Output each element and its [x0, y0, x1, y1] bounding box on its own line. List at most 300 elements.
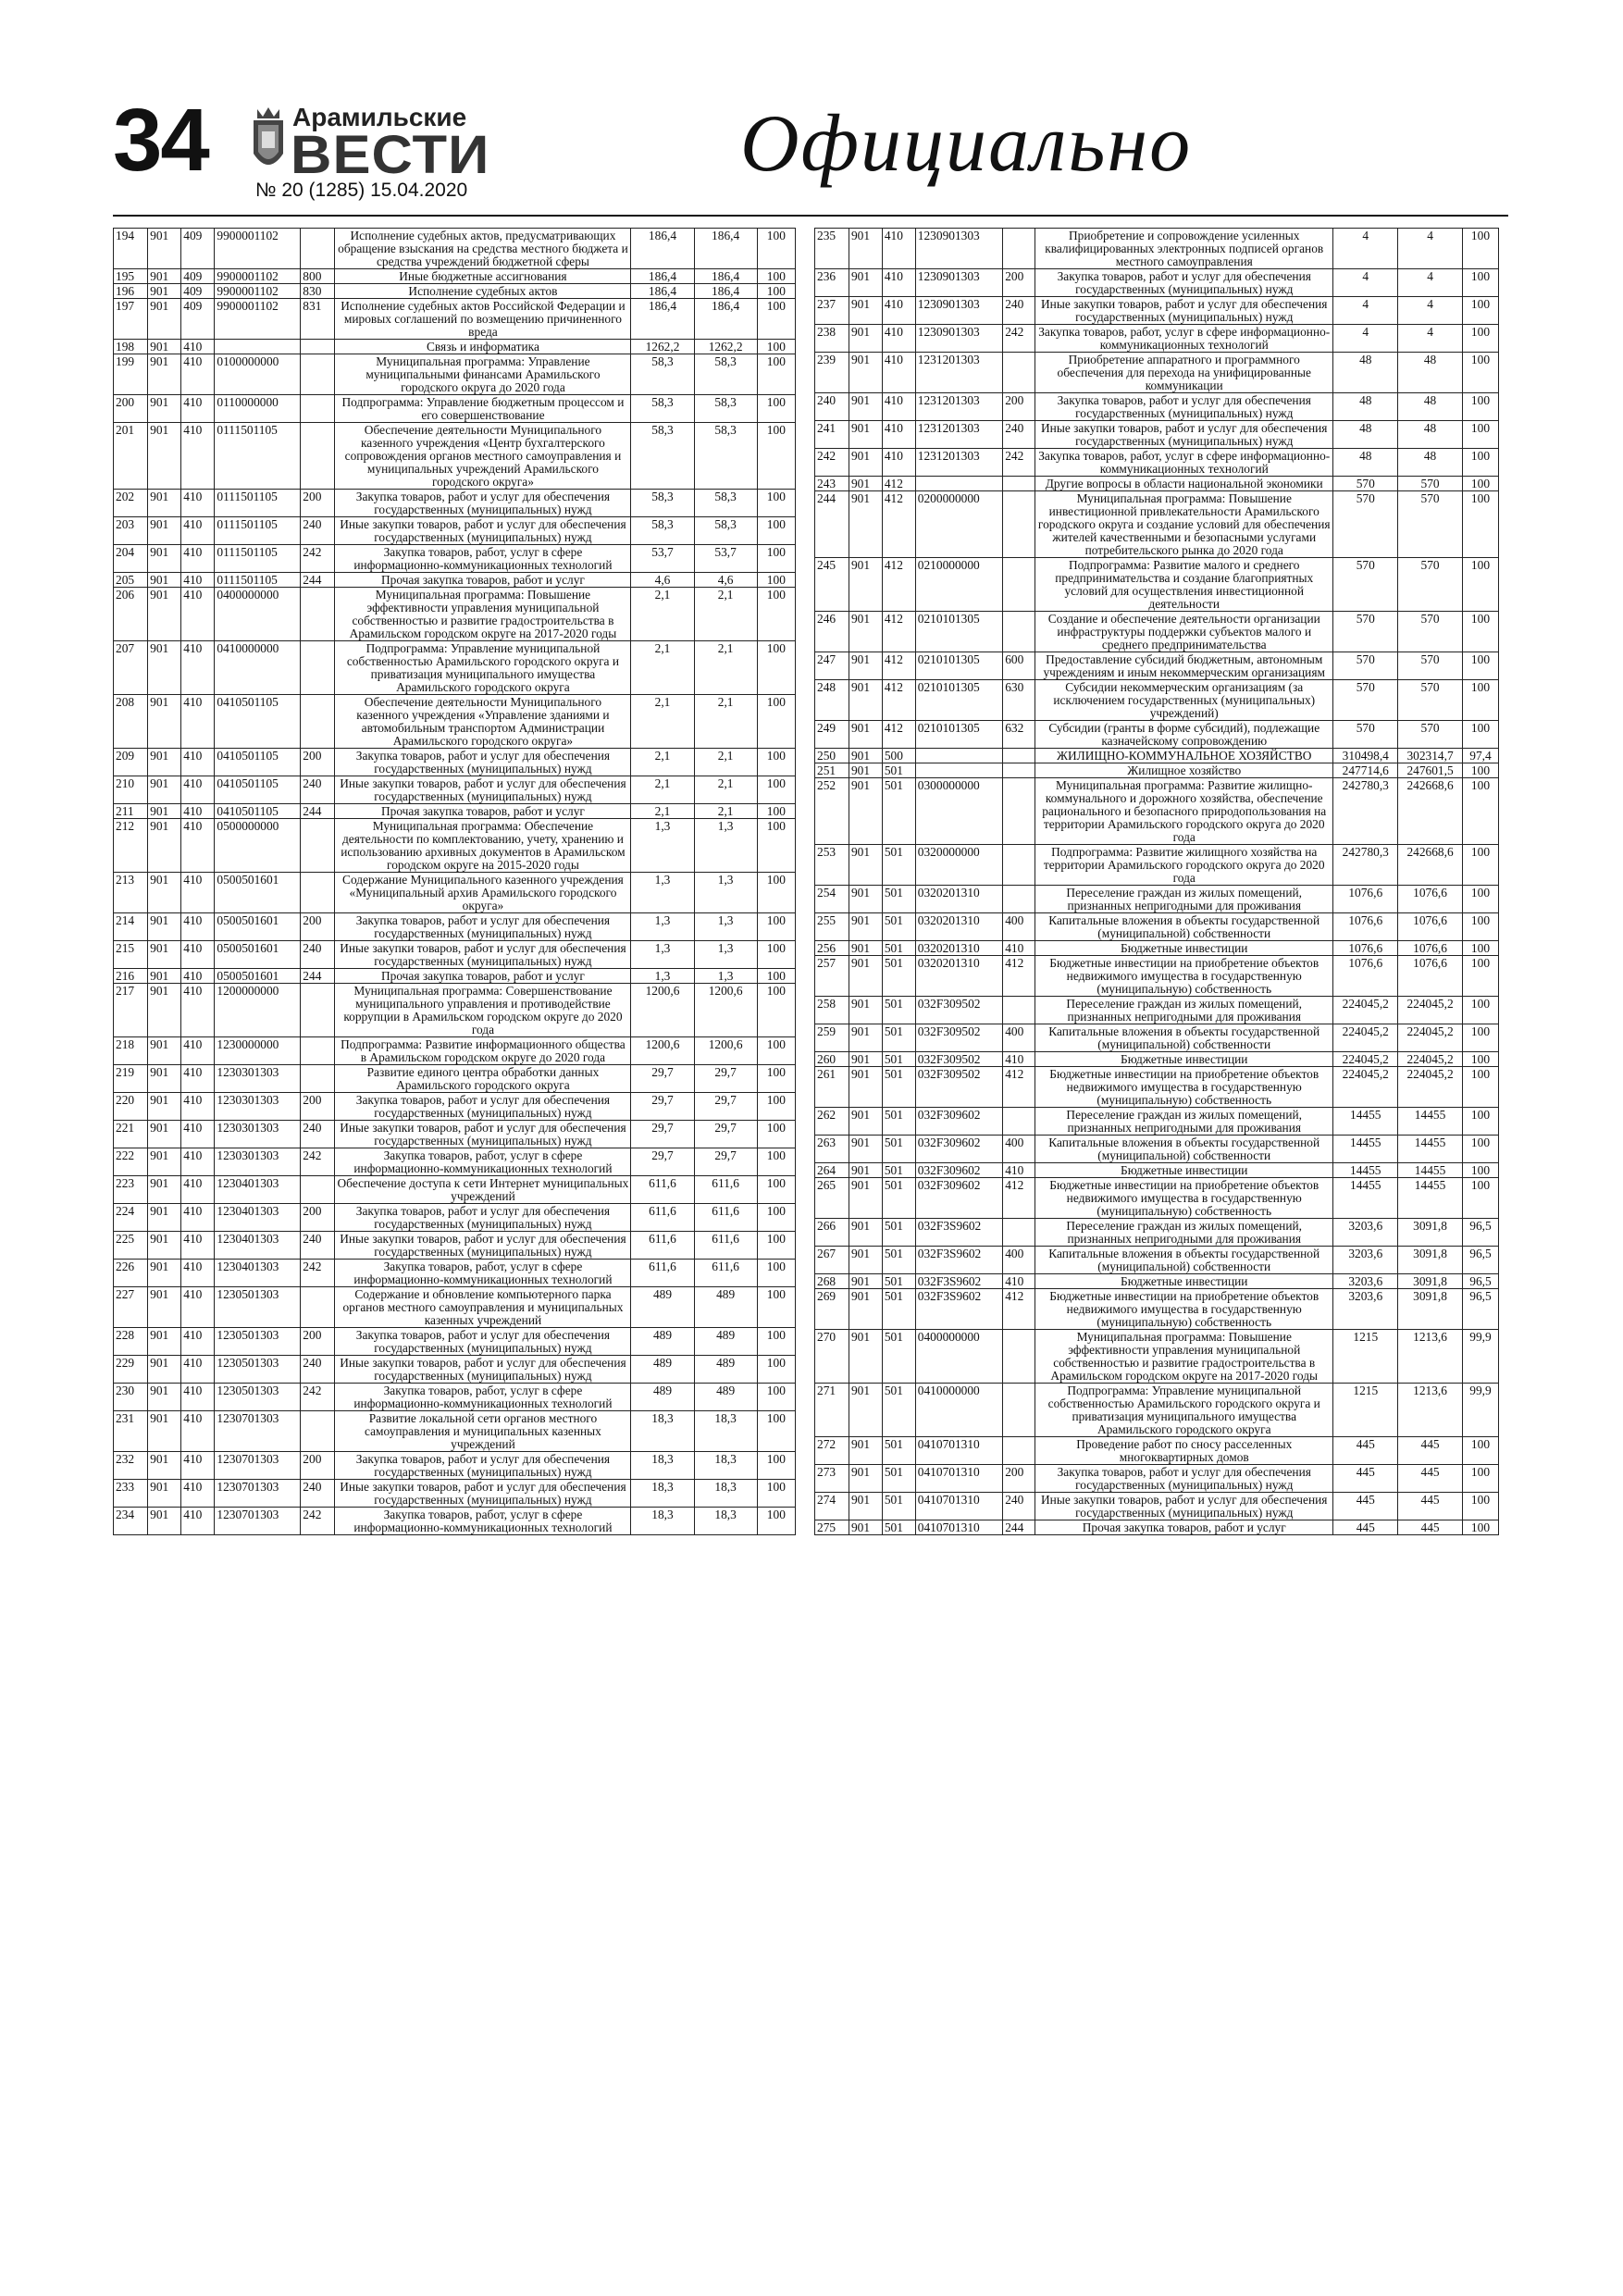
executed-amount: 247601,5	[1398, 763, 1463, 778]
planned-amount: 58,3	[631, 423, 694, 490]
row-number: 218	[114, 1037, 148, 1065]
ministry-code: 901	[849, 1520, 882, 1535]
section-code: 412	[882, 721, 915, 749]
expense-description: Закупка товаров, работ и услуг для обеспечения государственных (муниципальных) нужд	[335, 1328, 631, 1356]
section-code: 410	[181, 1356, 215, 1384]
expense-description: Переселение граждан из жилых помещений, признанных непригодными для проживания	[1035, 886, 1333, 913]
target-article-code	[215, 340, 301, 354]
expense-description: Прочая закупка товаров, работ и услуг	[335, 804, 631, 819]
target-article-code: 1230301303	[215, 1148, 301, 1176]
ministry-code: 901	[849, 269, 882, 297]
budget-table-right	[814, 228, 1499, 1535]
planned-amount: 58,3	[631, 517, 694, 545]
target-article-code	[915, 763, 1002, 778]
table-row	[815, 393, 1499, 421]
expense-description: Предоставление субсидий бюджетным, автономным учреждениям и иным некоммерческим организациям	[1035, 652, 1333, 680]
execution-percent: 100	[757, 1287, 795, 1328]
expense-description: Подпрограмма: Управление муниципальной собственностью Арамильского городского округа и приватизация муниципального имущества Арамильского городского округа	[335, 641, 631, 695]
section-code: 410	[181, 1260, 215, 1287]
ministry-code: 901	[148, 340, 181, 354]
ministry-code: 901	[148, 284, 181, 299]
table-row	[114, 1411, 796, 1452]
execution-percent: 100	[757, 1508, 795, 1535]
ministry-code: 901	[148, 1480, 181, 1508]
table-row	[815, 477, 1499, 491]
target-article-code: 1230701303	[215, 1452, 301, 1480]
execution-percent: 99,9	[1462, 1384, 1498, 1437]
expense-type-code: 242	[1003, 449, 1035, 477]
ministry-code: 901	[849, 421, 882, 449]
executed-amount: 18,3	[694, 1508, 757, 1535]
expense-description: Иные закупки товаров, работ и услуг для обеспечения государственных (муниципальных) нужд	[1035, 297, 1333, 325]
section-code: 410	[181, 941, 215, 969]
expense-description: Капитальные вложения в объекты государственной (муниципальной) собственности	[1035, 1247, 1333, 1274]
expense-type-code	[301, 695, 335, 749]
execution-percent: 100	[1462, 269, 1498, 297]
ministry-code: 901	[148, 490, 181, 517]
row-number: 229	[114, 1356, 148, 1384]
execution-percent: 100	[757, 1328, 795, 1356]
table-row	[114, 1232, 796, 1260]
header-divider	[113, 215, 1508, 217]
row-number: 207	[114, 641, 148, 695]
planned-amount: 3203,6	[1333, 1247, 1398, 1274]
target-article-code: 0111501105	[215, 573, 301, 588]
section-code: 501	[882, 763, 915, 778]
expense-type-code: 240	[1003, 1493, 1035, 1520]
target-article-code: 0210101305	[915, 721, 1002, 749]
planned-amount: 4	[1333, 229, 1398, 269]
execution-percent: 100	[757, 1037, 795, 1065]
planned-amount: 48	[1333, 421, 1398, 449]
executed-amount: 570	[1398, 558, 1463, 612]
expense-type-code: 412	[1003, 956, 1035, 997]
executed-amount: 186,4	[694, 284, 757, 299]
row-number: 233	[114, 1480, 148, 1508]
row-number: 275	[815, 1520, 849, 1535]
row-number: 247	[815, 652, 849, 680]
logo-subtitle: Арамильские	[292, 103, 467, 131]
execution-percent: 100	[1462, 886, 1498, 913]
execution-percent: 100	[757, 545, 795, 573]
table-row	[114, 1204, 796, 1232]
table-row	[815, 845, 1499, 886]
target-article-code: 0500501601	[215, 969, 301, 984]
planned-amount: 1,3	[631, 913, 694, 941]
expense-description: Закупка товаров, работ и услуг для обеспечения государственных (муниципальных) нужд	[1035, 1465, 1333, 1493]
execution-percent: 100	[757, 913, 795, 941]
table-row	[114, 269, 796, 284]
executed-amount: 611,6	[694, 1204, 757, 1232]
executed-amount: 18,3	[694, 1452, 757, 1480]
row-number: 217	[114, 984, 148, 1037]
expense-type-code: 242	[301, 545, 335, 573]
section-code: 410	[181, 804, 215, 819]
row-number: 257	[815, 956, 849, 997]
row-number: 206	[114, 588, 148, 641]
expense-description: Подпрограмма: Развитие малого и среднего предпринимательства и создание благоприятных условий для осуществления инвестиционной деятельности	[1035, 558, 1333, 612]
execution-percent: 100	[757, 340, 795, 354]
executed-amount: 1,3	[694, 819, 757, 873]
target-article-code: 032F309602	[915, 1178, 1002, 1219]
expense-description: Переселение граждан из жилых помещений, признанных непригодными для проживания	[1035, 1108, 1333, 1136]
section-code: 410	[181, 573, 215, 588]
planned-amount: 1,3	[631, 873, 694, 913]
execution-percent: 100	[1462, 449, 1498, 477]
ministry-code: 901	[148, 1328, 181, 1356]
expense-type-code: 630	[1003, 680, 1035, 721]
target-article-code: 0410501105	[215, 776, 301, 804]
ministry-code: 901	[849, 229, 882, 269]
expense-type-code: 242	[301, 1148, 335, 1176]
ministry-code: 901	[148, 354, 181, 395]
section-code: 410	[181, 1287, 215, 1328]
executed-amount: 29,7	[694, 1121, 757, 1148]
section-code: 410	[181, 395, 215, 423]
table-row	[114, 749, 796, 776]
section-code: 501	[882, 1330, 915, 1384]
expense-type-code: 200	[1003, 1465, 1035, 1493]
row-number: 202	[114, 490, 148, 517]
section-code: 501	[882, 1136, 915, 1163]
row-number: 213	[114, 873, 148, 913]
executed-amount: 186,4	[694, 229, 757, 269]
expense-type-code	[301, 1411, 335, 1452]
planned-amount: 570	[1333, 680, 1398, 721]
planned-amount: 29,7	[631, 1065, 694, 1093]
planned-amount: 1,3	[631, 969, 694, 984]
executed-amount: 611,6	[694, 1260, 757, 1287]
execution-percent: 100	[757, 695, 795, 749]
row-number: 194	[114, 229, 148, 269]
ministry-code: 901	[148, 1065, 181, 1093]
section-code: 410	[181, 695, 215, 749]
planned-amount: 2,1	[631, 749, 694, 776]
section-code: 410	[882, 353, 915, 393]
target-article-code: 0111501105	[215, 517, 301, 545]
expense-description: Обеспечение деятельности Муниципального казенного учреждения «Центр бухгалтерского сопровождения органов местного самоуправления и муниципальных учреждений Арамильского городского округа»	[335, 423, 631, 490]
target-article-code: 1230000000	[215, 1037, 301, 1065]
ministry-code: 901	[849, 1493, 882, 1520]
ministry-code: 901	[148, 913, 181, 941]
target-article-code: 0500501601	[215, 873, 301, 913]
executed-amount: 1076,6	[1398, 913, 1463, 941]
execution-percent: 100	[1462, 913, 1498, 941]
expense-description: Прочая закупка товаров, работ и услуг	[335, 573, 631, 588]
expense-description: Бюджетные инвестиции	[1035, 941, 1333, 956]
expense-type-code: 240	[1003, 297, 1035, 325]
expense-description: Бюджетные инвестиции на приобретение объектов недвижимого имущества в государственную (муниципальную) собственность	[1035, 956, 1333, 997]
executed-amount: 186,4	[694, 299, 757, 340]
executed-amount: 4	[1398, 297, 1463, 325]
row-number: 205	[114, 573, 148, 588]
planned-amount: 58,3	[631, 395, 694, 423]
ministry-code: 901	[849, 886, 882, 913]
table-row	[815, 1136, 1499, 1163]
expense-description: Иные бюджетные ассигнования	[335, 269, 631, 284]
target-article-code: 0210101305	[915, 680, 1002, 721]
execution-percent: 100	[1462, 721, 1498, 749]
executed-amount: 445	[1398, 1493, 1463, 1520]
ministry-code: 901	[148, 423, 181, 490]
row-number: 244	[815, 491, 849, 558]
expense-type-code	[301, 641, 335, 695]
execution-percent: 100	[1462, 477, 1498, 491]
executed-amount: 14455	[1398, 1108, 1463, 1136]
section-code: 501	[882, 886, 915, 913]
target-article-code: 9900001102	[215, 299, 301, 340]
ministry-code: 901	[148, 1232, 181, 1260]
row-number: 242	[815, 449, 849, 477]
table-row	[815, 886, 1499, 913]
expense-type-code	[1003, 845, 1035, 886]
expense-type-code: 244	[1003, 1520, 1035, 1535]
ministry-code: 901	[849, 1437, 882, 1465]
planned-amount: 18,3	[631, 1508, 694, 1535]
table-row	[815, 652, 1499, 680]
expense-type-code	[301, 423, 335, 490]
ministry-code: 901	[849, 1465, 882, 1493]
execution-percent: 100	[1462, 778, 1498, 845]
table-row	[815, 491, 1499, 558]
target-article-code: 1230701303	[215, 1480, 301, 1508]
ministry-code: 901	[849, 763, 882, 778]
target-article-code: 032F3S9602	[915, 1289, 1002, 1330]
expense-description: Подпрограмма: Управление муниципальной собственностью Арамильского городского округа и приватизация муниципального имущества Арамильского городского округа	[1035, 1384, 1333, 1437]
logo-title: ВЕСТИ	[291, 125, 490, 185]
expense-description: Закупка товаров, работ, услуг в сфере информационно-коммуникационных технологий	[335, 545, 631, 573]
ministry-code: 901	[849, 680, 882, 721]
ministry-code: 901	[148, 1452, 181, 1480]
executed-amount: 58,3	[694, 490, 757, 517]
planned-amount: 1076,6	[1333, 913, 1398, 941]
row-number: 248	[815, 680, 849, 721]
right-column	[814, 228, 1499, 1535]
execution-percent: 100	[1462, 997, 1498, 1024]
executed-amount: 1213,6	[1398, 1384, 1463, 1437]
execution-percent: 100	[757, 819, 795, 873]
target-article-code: 1230401303	[215, 1232, 301, 1260]
executed-amount: 1,3	[694, 969, 757, 984]
row-number: 255	[815, 913, 849, 941]
ministry-code: 901	[849, 353, 882, 393]
executed-amount: 2,1	[694, 695, 757, 749]
expense-type-code: 200	[301, 749, 335, 776]
target-article-code: 0320201310	[915, 956, 1002, 997]
expense-type-code: 240	[301, 941, 335, 969]
row-number: 269	[815, 1289, 849, 1330]
executed-amount: 2,1	[694, 804, 757, 819]
coat-of-arms-icon	[250, 104, 287, 178]
expense-type-code: 240	[1003, 421, 1035, 449]
ministry-code: 901	[849, 956, 882, 997]
execution-percent: 100	[757, 517, 795, 545]
table-row	[114, 1480, 796, 1508]
section-code: 501	[882, 1289, 915, 1330]
section-code: 409	[181, 299, 215, 340]
section-code: 412	[882, 491, 915, 558]
ministry-code: 901	[849, 393, 882, 421]
section-code: 410	[882, 421, 915, 449]
row-number: 197	[114, 299, 148, 340]
section-code: 410	[181, 1065, 215, 1093]
planned-amount: 18,3	[631, 1452, 694, 1480]
planned-amount: 29,7	[631, 1093, 694, 1121]
execution-percent: 100	[757, 1176, 795, 1204]
target-article-code: 0500501601	[215, 941, 301, 969]
row-number: 196	[114, 284, 148, 299]
row-number: 228	[114, 1328, 148, 1356]
planned-amount: 242780,3	[1333, 845, 1398, 886]
ministry-code: 901	[148, 873, 181, 913]
target-article-code: 1231201303	[915, 393, 1002, 421]
expense-type-code: 200	[301, 1204, 335, 1232]
planned-amount: 18,3	[631, 1480, 694, 1508]
row-number: 263	[815, 1136, 849, 1163]
execution-percent: 100	[757, 1204, 795, 1232]
expense-type-code	[1003, 886, 1035, 913]
execution-percent: 100	[1462, 1465, 1498, 1493]
expense-description: Иные закупки товаров, работ и услуг для обеспечения государственных (муниципальных) нужд	[335, 517, 631, 545]
expense-description: Жилищное хозяйство	[1035, 763, 1333, 778]
ministry-code: 901	[849, 1219, 882, 1247]
table-row	[815, 1437, 1499, 1465]
row-number: 219	[114, 1065, 148, 1093]
executed-amount: 1,3	[694, 873, 757, 913]
ministry-code: 901	[849, 558, 882, 612]
target-article-code: 0410501105	[215, 804, 301, 819]
expense-type-code: 200	[1003, 393, 1035, 421]
table-row	[114, 1093, 796, 1121]
table-row	[114, 913, 796, 941]
table-row	[114, 545, 796, 573]
section-code: 410	[181, 354, 215, 395]
expense-description: Иные закупки товаров, работ и услуг для обеспечения государственных (муниципальных) нужд	[335, 1480, 631, 1508]
section-code: 501	[882, 1178, 915, 1219]
table-row	[114, 490, 796, 517]
execution-percent: 100	[757, 395, 795, 423]
page-number: 34	[113, 91, 208, 190]
row-number: 224	[114, 1204, 148, 1232]
table-row	[114, 776, 796, 804]
expense-type-code	[301, 984, 335, 1037]
executed-amount: 18,3	[694, 1411, 757, 1452]
row-number: 274	[815, 1493, 849, 1520]
execution-percent: 100	[757, 1480, 795, 1508]
ministry-code: 901	[849, 1384, 882, 1437]
table-row	[114, 423, 796, 490]
ministry-code: 901	[849, 941, 882, 956]
ministry-code: 901	[148, 1287, 181, 1328]
ministry-code: 901	[148, 984, 181, 1037]
executed-amount: 53,7	[694, 545, 757, 573]
expense-description: Прочая закупка товаров, работ и услуг	[1035, 1520, 1333, 1535]
planned-amount: 489	[631, 1356, 694, 1384]
target-article-code: 1230401303	[215, 1204, 301, 1232]
execution-percent: 100	[757, 641, 795, 695]
section-code: 501	[882, 1163, 915, 1178]
ministry-code: 901	[849, 913, 882, 941]
ministry-code: 901	[148, 573, 181, 588]
executed-amount: 489	[694, 1384, 757, 1411]
target-article-code: 1230901303	[915, 325, 1002, 353]
executed-amount: 445	[1398, 1520, 1463, 1535]
row-number: 264	[815, 1163, 849, 1178]
expense-type-code: 410	[1003, 1052, 1035, 1067]
ministry-code: 901	[148, 1121, 181, 1148]
section-code: 501	[882, 1067, 915, 1108]
expense-description: Субсидии некоммерческим организациям (за исключением государственных (муниципальных) учреждений)	[1035, 680, 1333, 721]
planned-amount: 445	[1333, 1465, 1398, 1493]
execution-percent: 100	[1462, 612, 1498, 652]
target-article-code: 0500501601	[215, 913, 301, 941]
section-code: 410	[181, 873, 215, 913]
section-code: 409	[181, 284, 215, 299]
executed-amount: 48	[1398, 353, 1463, 393]
planned-amount: 1076,6	[1333, 941, 1398, 956]
expense-description: Капитальные вложения в объекты государственной (муниципальной) собственности	[1035, 913, 1333, 941]
section-code: 410	[181, 1232, 215, 1260]
target-article-code: 0111501105	[215, 490, 301, 517]
ministry-code: 901	[849, 491, 882, 558]
ministry-code: 901	[148, 269, 181, 284]
table-row	[114, 695, 796, 749]
table-row	[114, 641, 796, 695]
table-row	[815, 612, 1499, 652]
expense-description: Капитальные вложения в объекты государственной (муниципальной) собственности	[1035, 1024, 1333, 1052]
ministry-code: 901	[849, 778, 882, 845]
expense-type-code	[1003, 749, 1035, 763]
expense-type-code: 800	[301, 269, 335, 284]
ministry-code: 901	[148, 395, 181, 423]
expense-description: Исполнение судебных актов Российской Федерации и мировых соглашений по возмещению причиненного вреда	[335, 299, 631, 340]
section-code: 410	[181, 776, 215, 804]
expense-description: Исполнение судебных актов, предусматривающих обращение взыскания на средства местного бюджета и средства учреждений бюджетной сферы	[335, 229, 631, 269]
expense-type-code: 400	[1003, 1136, 1035, 1163]
expense-type-code: 412	[1003, 1289, 1035, 1330]
expense-description: Муниципальная программа: Обеспечение деятельности по комплектованию, учету, хранению и использованию архивных документов в Арамильском городском округе на 2015-2020 годы	[335, 819, 631, 873]
executed-amount: 29,7	[694, 1065, 757, 1093]
expense-type-code	[1003, 491, 1035, 558]
target-article-code: 032F3S9602	[915, 1219, 1002, 1247]
planned-amount: 445	[1333, 1437, 1398, 1465]
planned-amount: 4	[1333, 325, 1398, 353]
expense-description: Муниципальная программа: Повышение эффективности управления муниципальной собственностью и развитие градостроительства в Арамильском городском округе на 2017-2020 годы	[335, 588, 631, 641]
target-article-code: 0320201310	[915, 886, 1002, 913]
planned-amount: 29,7	[631, 1121, 694, 1148]
section-code: 410	[181, 423, 215, 490]
expense-description: Проведение работ по сносу расселенных многоквартирных домов	[1035, 1437, 1333, 1465]
planned-amount: 1076,6	[1333, 886, 1398, 913]
planned-amount: 4	[1333, 269, 1398, 297]
executed-amount: 4	[1398, 229, 1463, 269]
target-article-code: 1230501303	[215, 1328, 301, 1356]
expense-description: Закупка товаров, работ, услуг в сфере информационно-коммуникационных технологий	[335, 1384, 631, 1411]
row-number: 208	[114, 695, 148, 749]
execution-percent: 100	[1462, 845, 1498, 886]
executed-amount: 18,3	[694, 1480, 757, 1508]
planned-amount: 186,4	[631, 229, 694, 269]
executed-amount: 4	[1398, 325, 1463, 353]
row-number: 268	[815, 1274, 849, 1289]
expense-type-code	[301, 1037, 335, 1065]
executed-amount: 2,1	[694, 588, 757, 641]
section-code: 501	[882, 1465, 915, 1493]
table-row	[815, 1024, 1499, 1052]
planned-amount: 58,3	[631, 354, 694, 395]
row-number: 254	[815, 886, 849, 913]
expense-description: Иные закупки товаров, работ и услуг для обеспечения государственных (муниципальных) нужд	[335, 1232, 631, 1260]
